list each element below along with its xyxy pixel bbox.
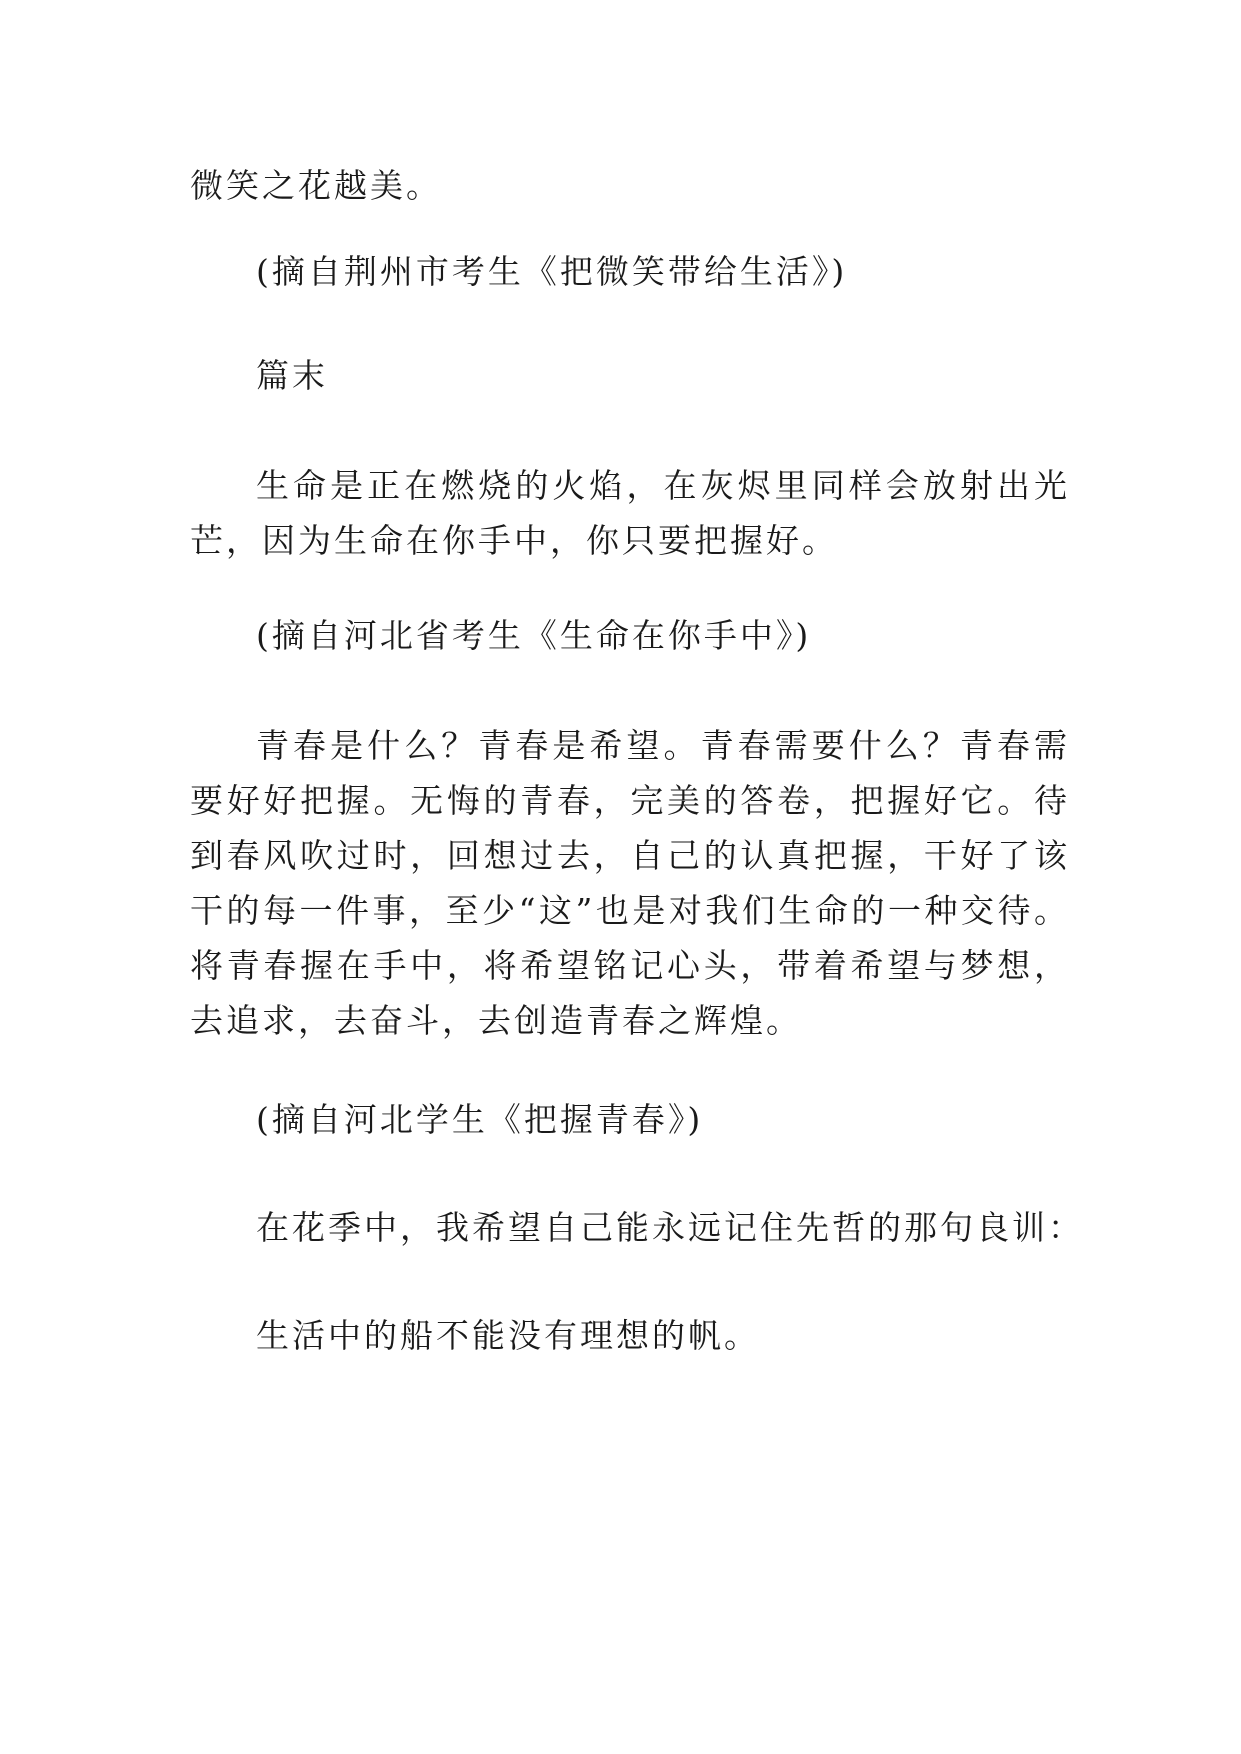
paragraph: 青春是什么？青春是希望。青春需要什么？青春需要好好把握。无悔的青春，完美的答卷，把握好它。待到春风吹过时，回想过去，自己的认真把握，干好了该干的每一件事，至少“这”也是对我们生命的一种交待。将青春握在手中，将希望铭记心头，带着希望与梦想，去追求，去奋斗，去创造青春之辉煌。 (190, 726, 1070, 1040)
source-citation: (摘自荆州市考生《把微笑带给生活》) (256, 252, 848, 291)
source-citation: (摘自河北学生《把握青春》) (256, 1100, 704, 1139)
paragraph: 生活中的船不能没有理想的帆。 (256, 1316, 760, 1355)
paragraph: 生命是正在燃烧的火焰，在灰烬里同样会放射出光芒，因为生命在你手中，你只要把握好。 (190, 466, 1070, 560)
paragraph: 在花季中，我希望自己能永远记住先哲的那句良训： (256, 1208, 1084, 1247)
source-citation: (摘自河北省考生《生命在你手中》) (256, 616, 812, 655)
paragraph-continuation: 微笑之花越美。 (190, 166, 442, 205)
section-heading: 篇末 (256, 356, 328, 395)
